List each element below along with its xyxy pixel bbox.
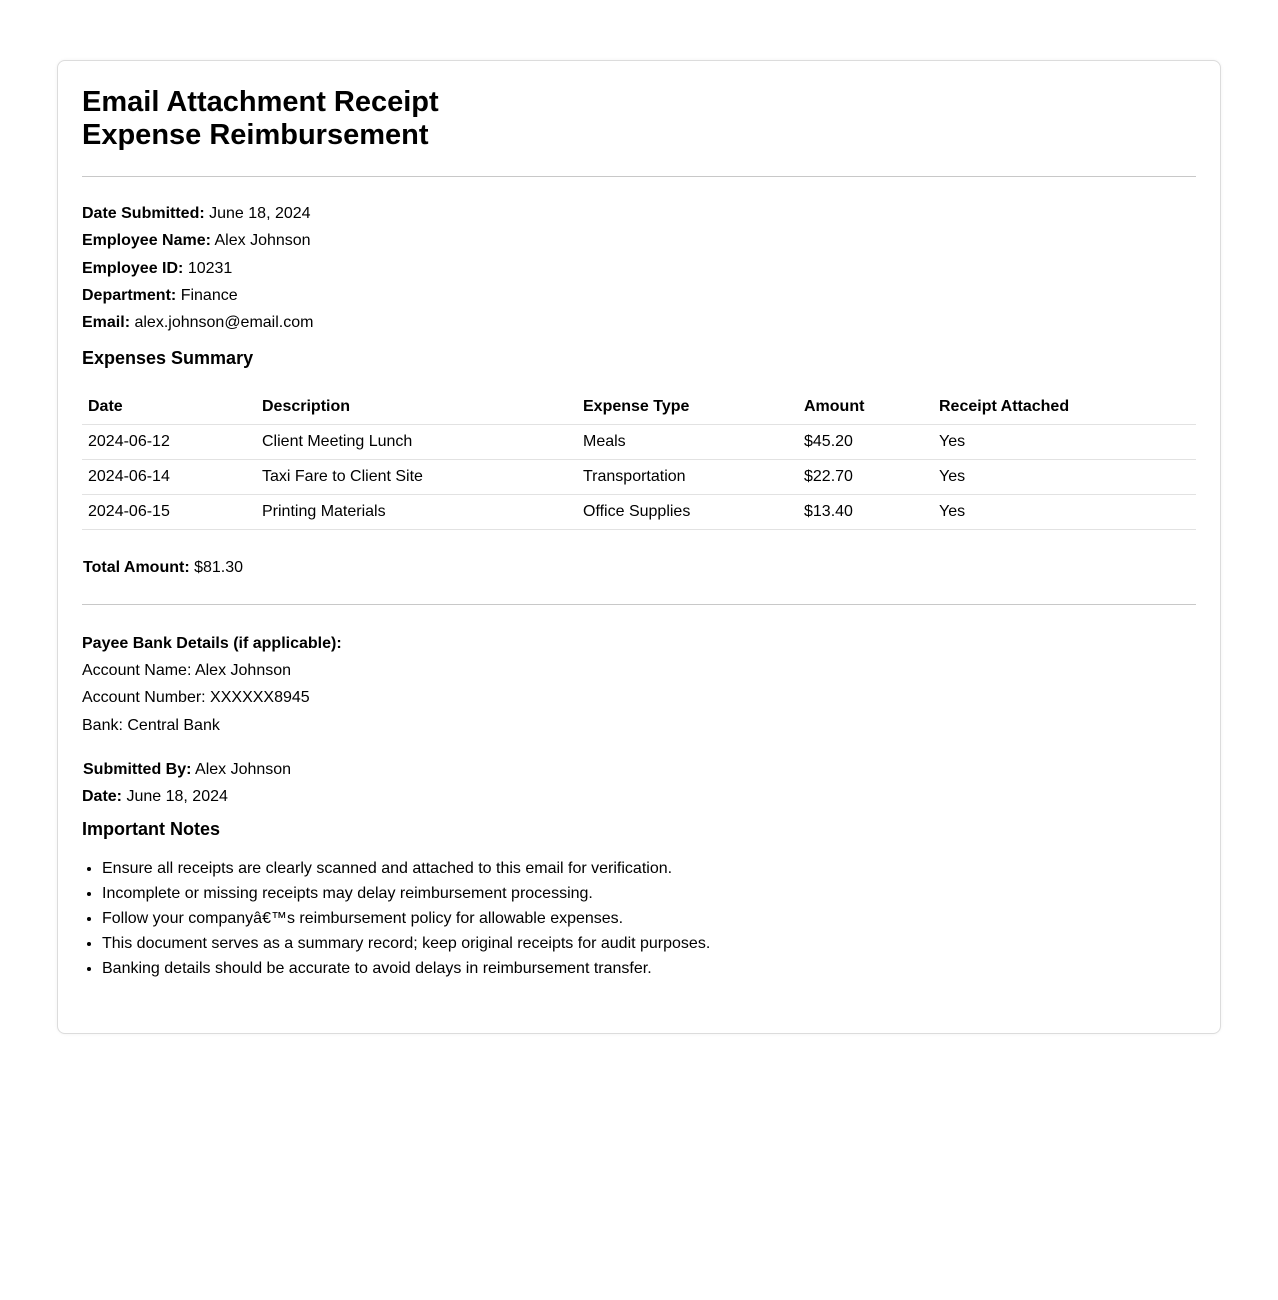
submission-date bbox=[82, 787, 1196, 814]
cell-expense-type: Meals bbox=[577, 424, 798, 459]
total-amount bbox=[82, 558, 1196, 577]
cell-description: Taxi Fare to Client Site bbox=[256, 459, 577, 494]
column-header-expense-type: Expense Type bbox=[577, 389, 798, 424]
bank-account-number: Account Number: XXXXXX8945 bbox=[82, 689, 310, 707]
cell-amount: $45.20 bbox=[798, 424, 933, 459]
table-row bbox=[82, 424, 1196, 459]
title-line-2: Expense Reimbursement bbox=[82, 119, 429, 151]
column-header-description: Description bbox=[256, 389, 577, 424]
cell-amount: $22.70 bbox=[798, 459, 933, 494]
bank-account-name: Account Name: Alex Johnson bbox=[82, 662, 292, 680]
page-title bbox=[82, 85, 1196, 152]
header-divider bbox=[82, 176, 1196, 177]
info-date-submitted bbox=[82, 204, 1196, 231]
info-value: alex.johnson@email.com bbox=[134, 314, 314, 331]
submitted-by bbox=[82, 760, 1196, 787]
info-label: Date Submitted: bbox=[82, 205, 205, 222]
section-divider bbox=[82, 604, 1196, 605]
expenses-summary-title: Expenses Summary bbox=[82, 348, 254, 369]
cell-receipt-attached: Yes bbox=[933, 424, 1196, 459]
total-value: $81.30 bbox=[194, 558, 244, 576]
bank-heading bbox=[82, 634, 1196, 661]
column-header-receipt-attached: Receipt Attached bbox=[933, 389, 1196, 424]
info-value: 10231 bbox=[187, 259, 233, 277]
table-header-row bbox=[82, 389, 1196, 424]
important-notes-title: Important Notes bbox=[82, 818, 221, 839]
cell-receipt-attached: Yes bbox=[933, 459, 1196, 494]
table-row bbox=[82, 459, 1196, 494]
list-item: • Banking details should be accurate to avoid delays in reimbursement transfer. bbox=[102, 959, 1196, 984]
bank-heading-text: Payee Bank Details (if applicable): bbox=[82, 634, 342, 652]
info-value: Alex Johnson bbox=[214, 232, 311, 250]
cell-date: 2024-06-15 bbox=[82, 494, 256, 529]
info-label: Employee ID: bbox=[82, 259, 184, 277]
cell-description: Printing Materials bbox=[256, 494, 577, 529]
list-item: • Follow your companyâ€™s reimbursement policy for allowable expenses. bbox=[102, 909, 1196, 934]
list-item: • Incomplete or missing receipts may delay reimbursement processing. bbox=[102, 884, 1196, 909]
info-label: Employee Name: bbox=[82, 232, 211, 250]
info-email bbox=[82, 313, 1196, 340]
expenses-table bbox=[82, 389, 1196, 530]
info-label: Department: bbox=[82, 286, 177, 304]
info-value: Finance bbox=[180, 286, 238, 304]
total-label: Total Amount: bbox=[83, 558, 190, 576]
submitted-by-value: Alex Johnson bbox=[195, 760, 292, 778]
receipt-card bbox=[57, 60, 1221, 1034]
table-row bbox=[82, 494, 1196, 529]
column-header-date: Date bbox=[82, 389, 256, 424]
cell-expense-type: Office Supplies bbox=[577, 494, 798, 529]
info-label: Email: bbox=[82, 314, 131, 331]
list-item: • This document serves as a summary record; keep original receipts for audit purposes. bbox=[102, 934, 1196, 959]
submission-date-value: June 18, 2024 bbox=[126, 788, 228, 806]
cell-description: Client Meeting Lunch bbox=[256, 424, 577, 459]
list-item: • Ensure all receipts are clearly scanned and attached to this email for verification. bbox=[102, 859, 1196, 884]
cell-receipt-attached: Yes bbox=[933, 494, 1196, 529]
bank-details bbox=[82, 634, 1196, 743]
cell-amount: $13.40 bbox=[798, 494, 933, 529]
info-value: June 18, 2024 bbox=[209, 205, 311, 222]
info-employee-name bbox=[82, 231, 1196, 258]
submission-details bbox=[82, 760, 1196, 815]
submitted-by-label: Submitted By: bbox=[83, 760, 192, 778]
cell-expense-type: Transportation bbox=[577, 459, 798, 494]
cell-date: 2024-06-14 bbox=[82, 459, 256, 494]
submission-date-label: Date: bbox=[82, 788, 123, 806]
important-notes-list bbox=[82, 859, 1196, 984]
employee-info bbox=[82, 204, 1196, 340]
column-header-amount: Amount bbox=[798, 389, 933, 424]
bank-name: Bank: Central Bank bbox=[82, 716, 220, 734]
cell-date: 2024-06-12 bbox=[82, 424, 256, 459]
title-line-1: Email Attachment Receipt bbox=[82, 86, 439, 118]
info-employee-id bbox=[82, 259, 1196, 286]
info-department bbox=[82, 286, 1196, 313]
